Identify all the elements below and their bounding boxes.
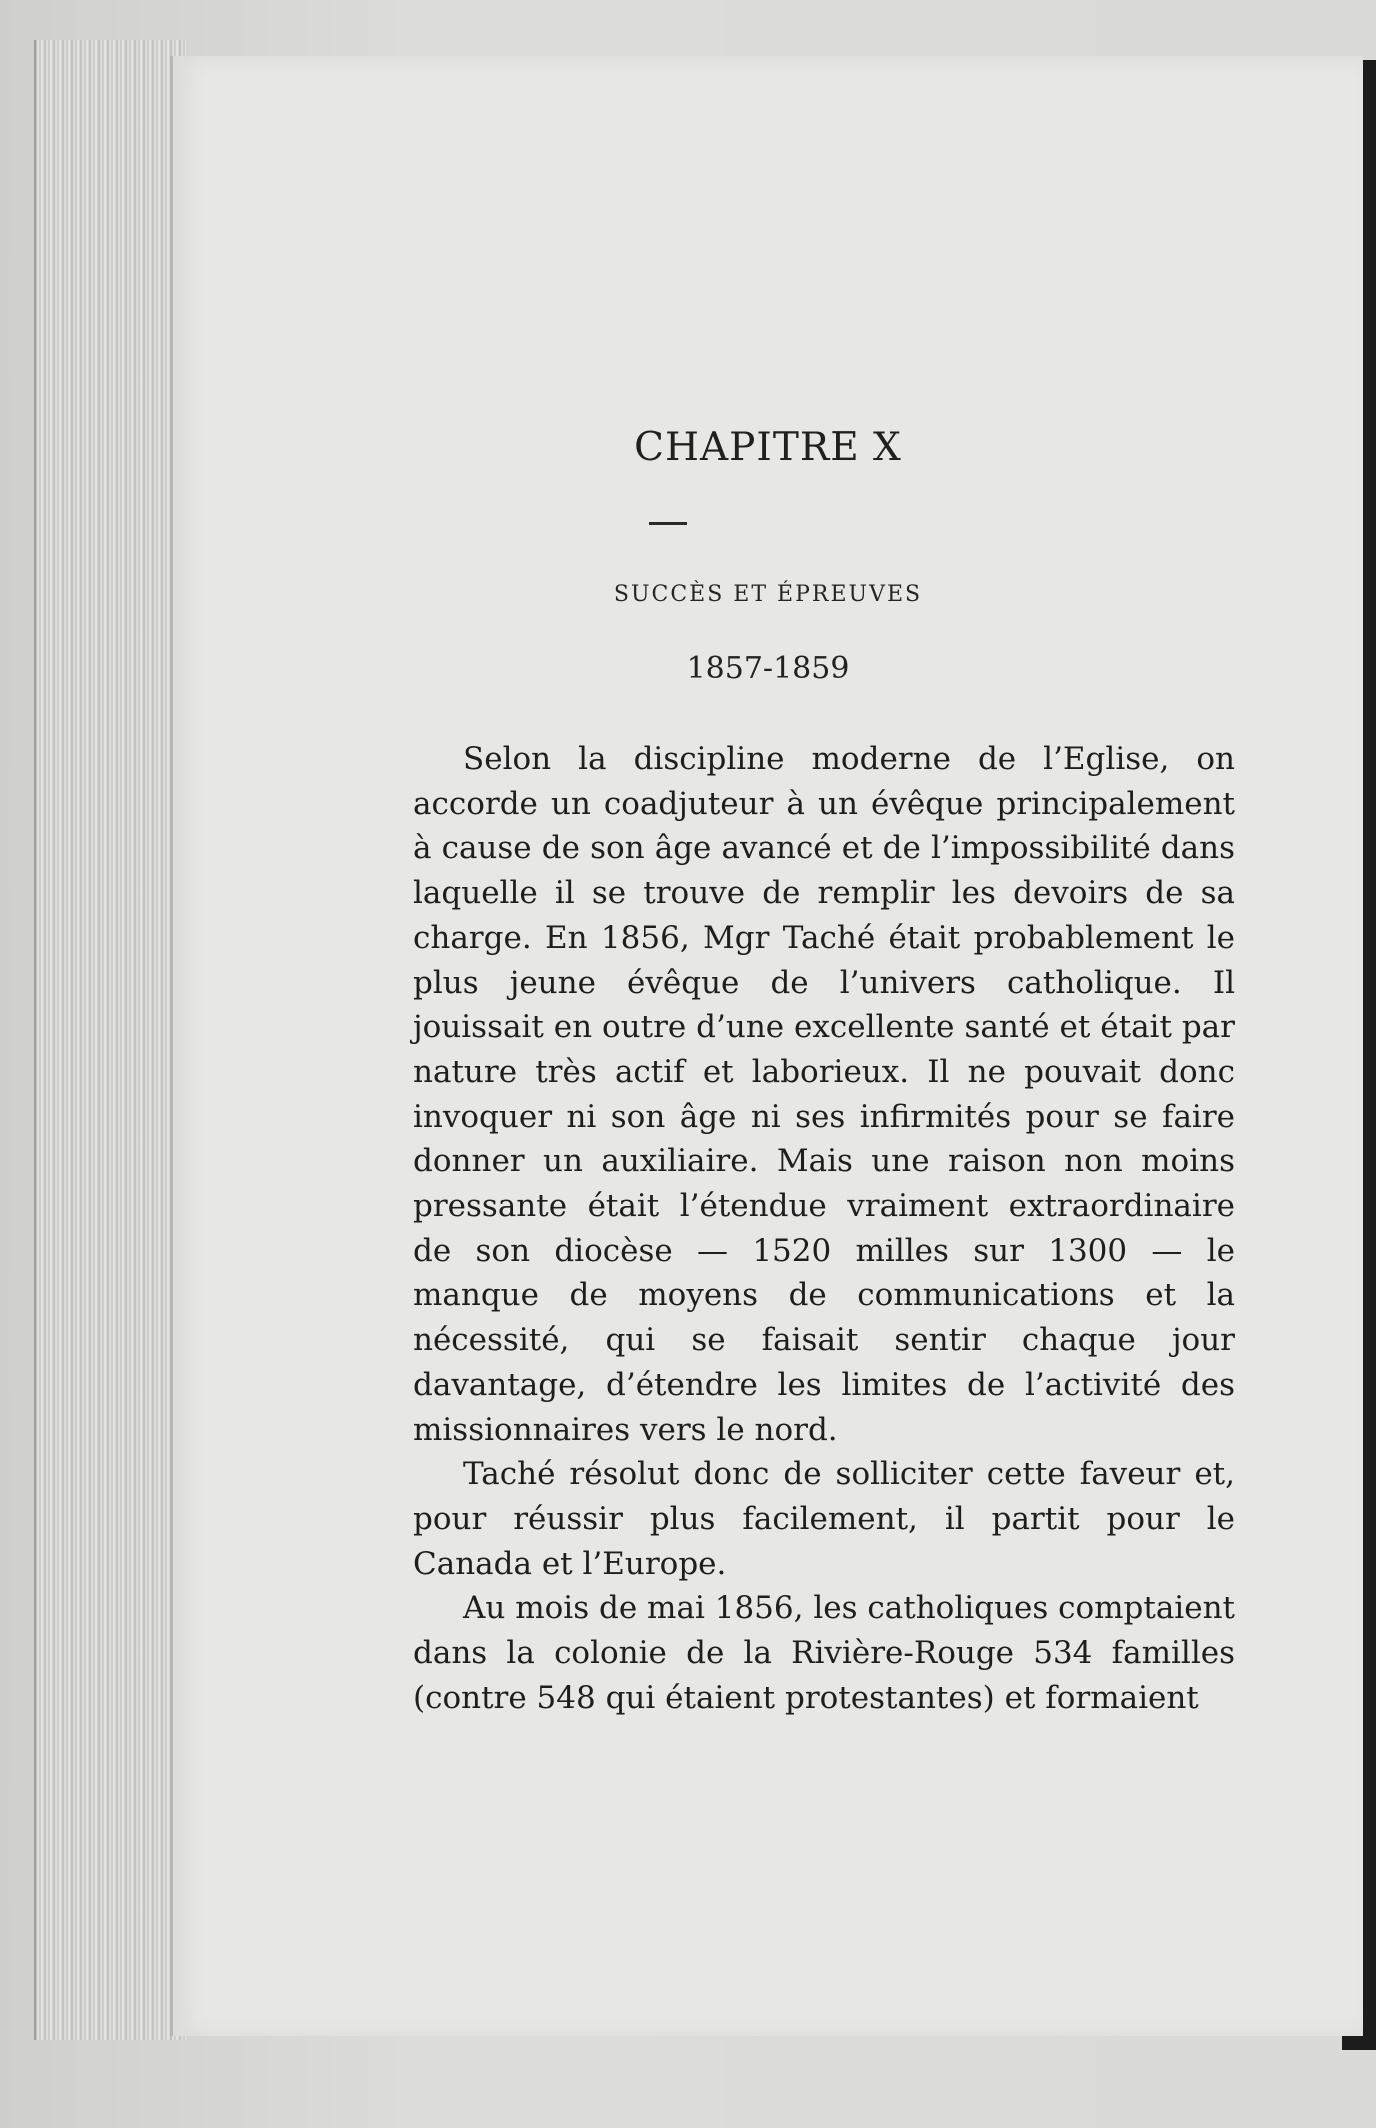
paragraph: Selon la discipline moderne de l’Eglise, on accorde un coadjuteur à un évêque principalement à cause de son âge avancé et de l’impossibilité dans laquelle il se trouve de remplir les devoirs de sa charge. En 1856, Mgr Taché était probablement le plus jeune évêque de l’univers catholique. Il jouissait en outre d’une excellente santé et était par nature très actif et laborieux. Il ne pouvait donc invoquer ni son âge ni ses infirmités pour se faire donner un auxiliaire. Mais une raison non moins pressante était l’étendue vraiment extraordinaire de son diocèse — 1520 milles sur 1300 — le manque de moyens de communications et la nécessité, qui se faisait sentir chaque jour davantage, d’étendre les limites de l’activité des missionnaires vers le nord.: [413, 741, 1235, 1448]
chapter-subtitle: SUCCÈS ET ÉPREUVES: [613, 582, 923, 607]
chapter-title: CHAPITRE X: [634, 425, 902, 470]
paragraph: Au mois de mai 1856, les catholiques comptaient dans la colonie de la Rivière-Rouge 534 familles (contre 548 qui étaient protestantes) et formaient: [413, 1590, 1235, 1716]
title-separator: [649, 522, 687, 525]
book-page-edges: [34, 40, 186, 2040]
chapter-dates: 1857-1859: [686, 651, 850, 686]
paragraph: Taché résolut donc de solliciter cette faveur et, pour réussir plus facilement, il partit pour le Canada et l’Europe.: [413, 1456, 1235, 1582]
chapter-body: [413, 737, 1235, 1720]
